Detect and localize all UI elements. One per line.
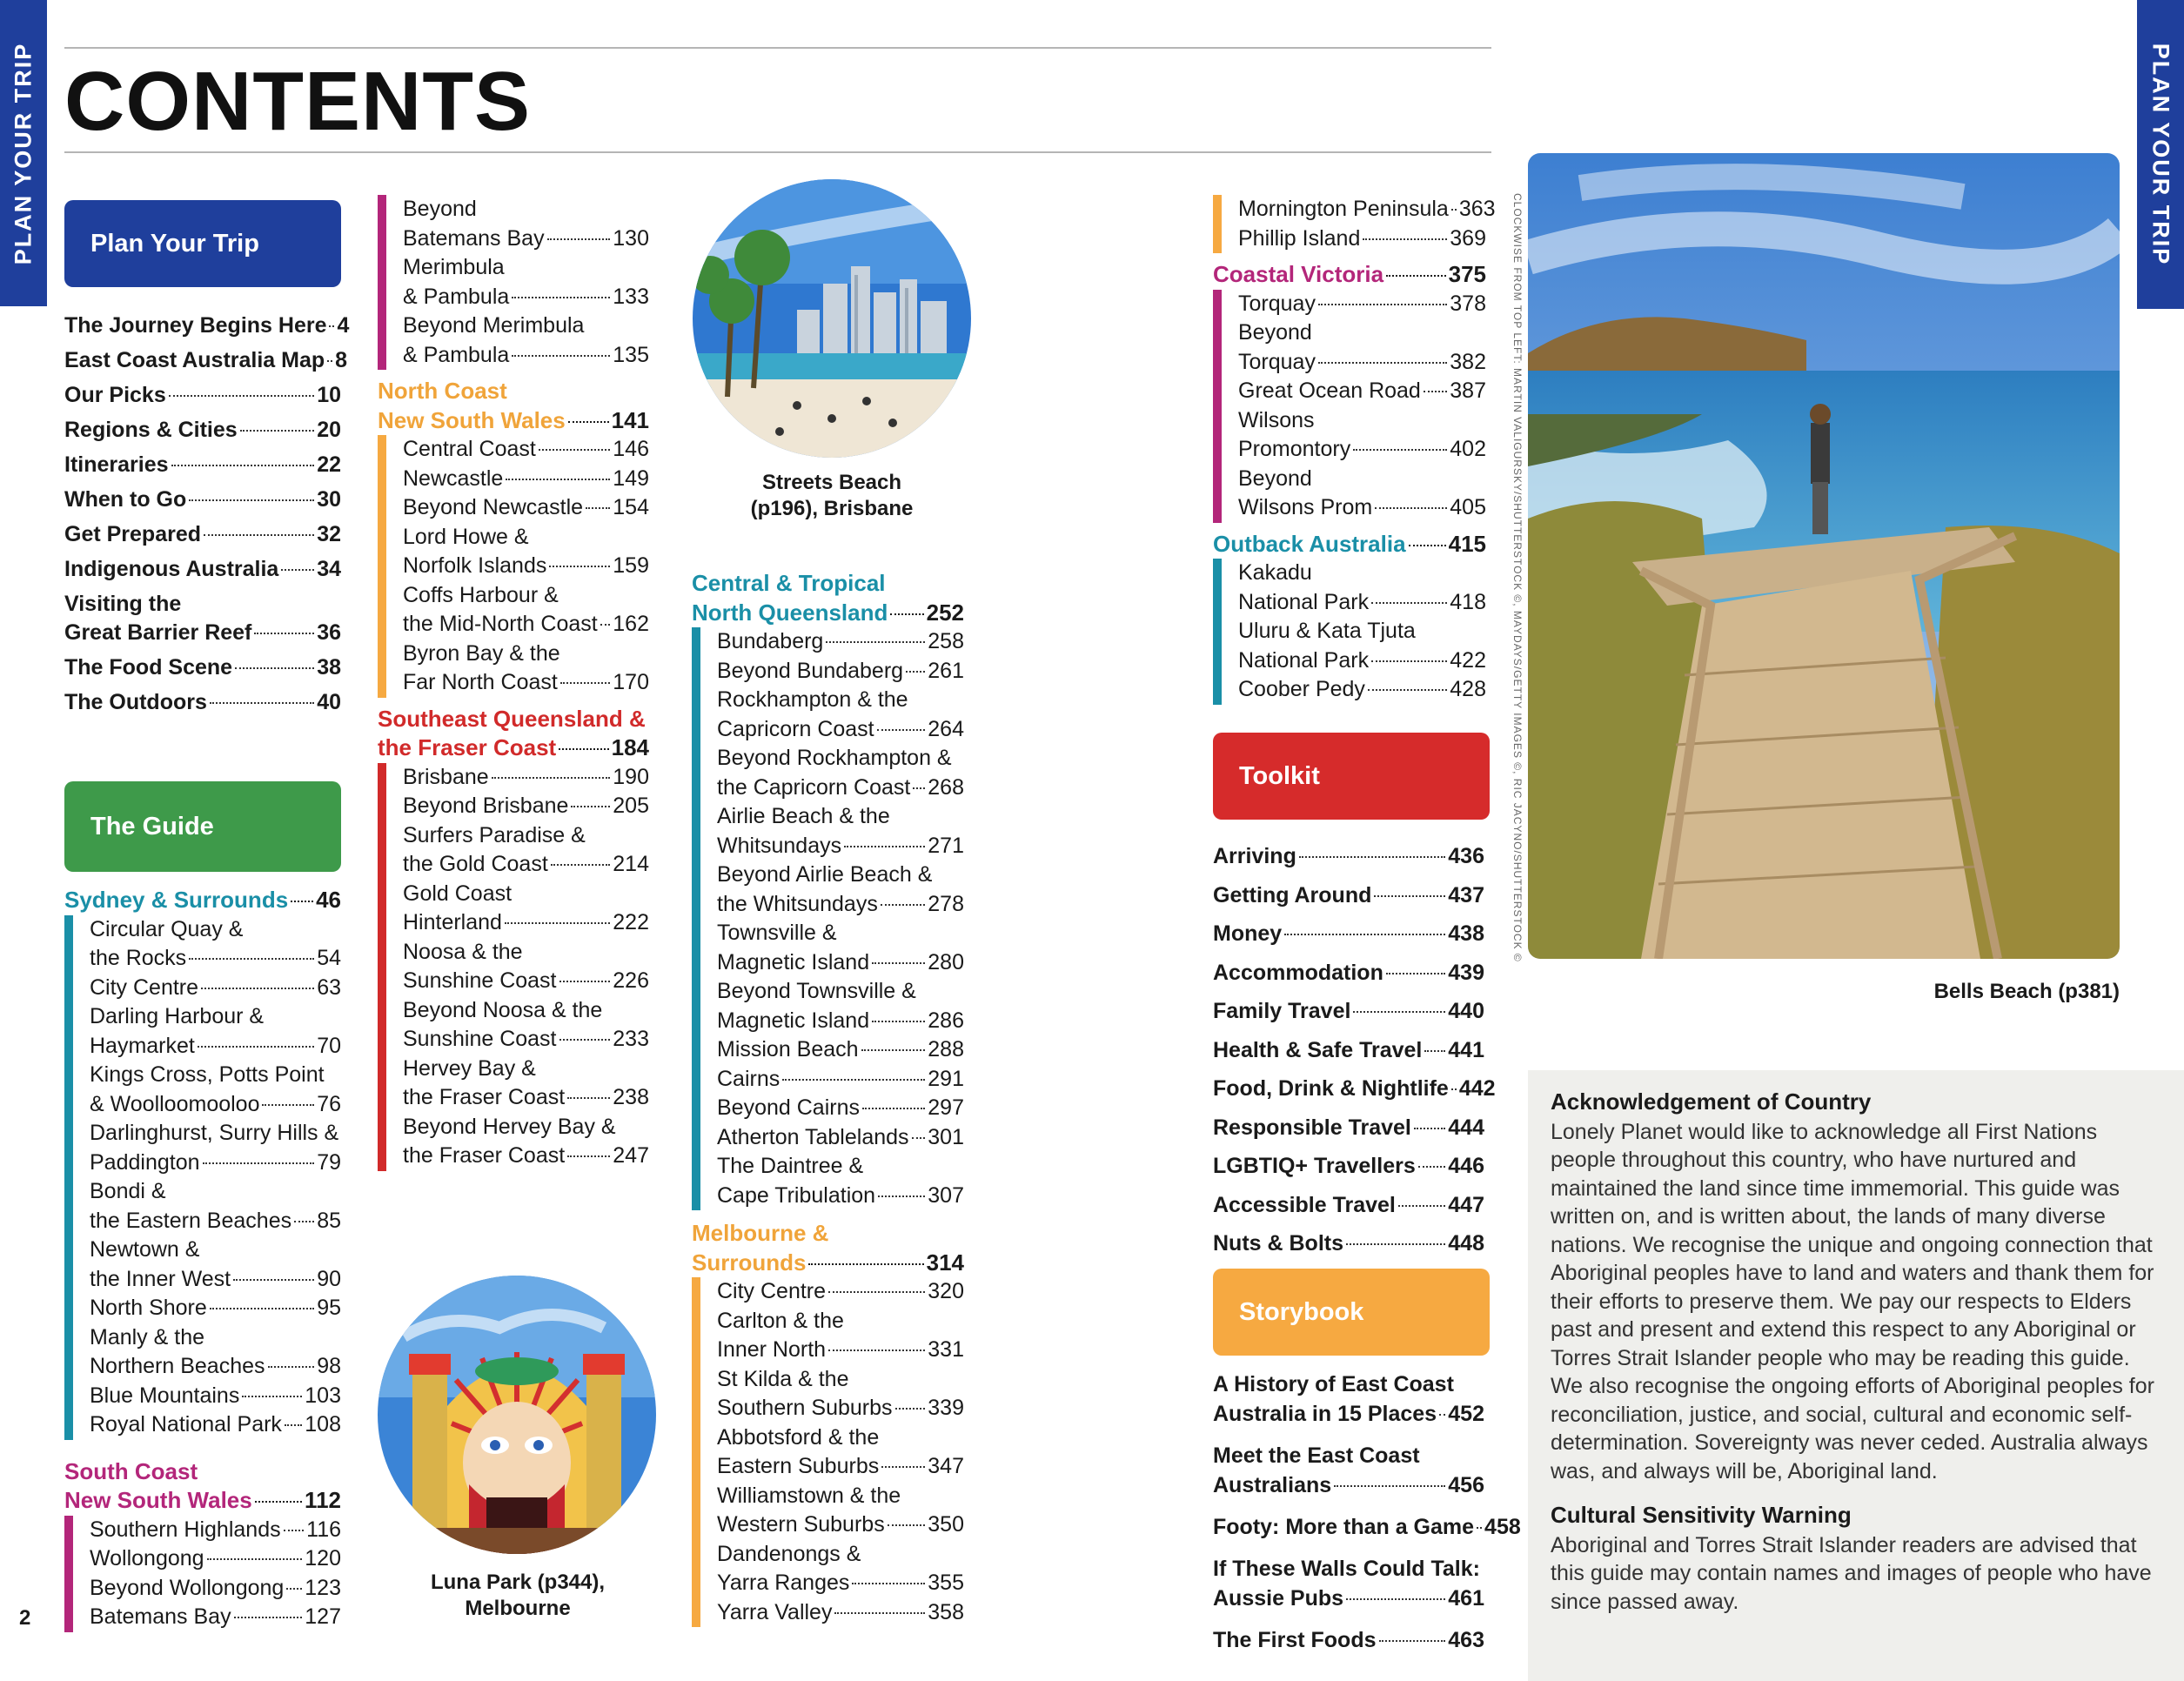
toc-entry[interactable]: Coober Pedy 428 (1238, 677, 1486, 701)
luna-park-photo (378, 1276, 656, 1554)
toolkit-label: Toolkit (1239, 761, 1320, 790)
toc-entry-line1: Coffs Harbour & (403, 582, 559, 607)
toc-entry[interactable]: Yarra Ranges 355 (717, 1570, 964, 1595)
caption-line: (p196), Brisbane (750, 497, 914, 520)
toc-entry[interactable]: Family Travel 440 (1213, 999, 1484, 1023)
toc-entry[interactable]: Newcastle 149 (403, 465, 649, 491)
toc-entry[interactable]: Mornington Peninsula 363 (1238, 197, 1496, 221)
photo-credit (1508, 193, 1525, 962)
section-heading-line1: South Coast (64, 1457, 198, 1484)
toc-entry[interactable]: the Mid-North Coast 162 (403, 612, 649, 636)
section-heading[interactable]: Surrounds 314 (692, 1249, 964, 1276)
toc-entry[interactable]: Getting Around 437 (1213, 882, 1484, 907)
toc-entry[interactable]: Magnetic Island 280 (717, 949, 964, 974)
toc-entry[interactable]: Wollongong 120 (90, 1546, 341, 1570)
toc-entry[interactable]: The Food Scene 38 (64, 655, 341, 680)
luna-park-caption (374, 1570, 661, 1622)
toc-entry[interactable]: Southern Suburbs 339 (717, 1396, 964, 1420)
toc-entry[interactable]: Accessible Travel 447 (1213, 1192, 1484, 1217)
toc-entry[interactable]: Regions & Cities 20 (64, 418, 341, 442)
toc-entry[interactable]: the Fraser Coast 238 (403, 1085, 649, 1109)
section-heading-line1: Central & Tropical (692, 570, 886, 596)
bells-beach-photo (1528, 153, 2120, 959)
section-heading-line1: Melbourne & (692, 1220, 829, 1246)
toc-entry[interactable]: Wilsons Prom 405 (1238, 495, 1486, 519)
toc-entry[interactable]: Great Barrier Reef 36 (64, 620, 341, 645)
coastal-victoria-entries (1213, 290, 1486, 523)
toc-entry-line1: Beyond Hervey Bay & (403, 1114, 616, 1139)
top-rule (64, 47, 1491, 49)
toc-entry-line1: Visiting the (64, 592, 182, 616)
column-2 (378, 195, 649, 1171)
toc-entry[interactable]: Great Ocean Road 387 (1238, 378, 1486, 403)
toc-entry[interactable]: Eastern Suburbs 347 (717, 1454, 964, 1478)
toc-entry[interactable]: Brisbane 190 (403, 764, 649, 789)
toc-entry[interactable]: Batemans Bay 130 (403, 225, 649, 251)
toc-entry[interactable]: Torquay 382 (1238, 349, 1486, 374)
acknowledgement-title: Acknowledgement of Country (1551, 1088, 1872, 1115)
toc-entry[interactable]: Far North Coast 170 (403, 670, 649, 694)
toc-entry-line1: Surfers Paradise & (403, 822, 586, 847)
side-tab-left (0, 0, 47, 306)
toc-entry-line1: Beyond Townsville & (717, 979, 916, 1003)
toc-entry[interactable]: Paddington 79 (90, 1149, 341, 1175)
toolkit-list (1213, 842, 1496, 1269)
toc-entry-line1: Bondi & (90, 1179, 166, 1203)
acknowledgement-text: Lonely Planet would like to acknowledge all First Nations people throughout this country, who have nurtured and maintained the land since time immemorial. This guide was written on, and is written about, the lands of many diverse nations. We recognise the unique and ongoing connection that Aboriginal peoples have to land and waters and thank them for their efforts to preserve them. We pay our respects to Elders past and present and extend this respect to any Aboriginal or Torres Strait Islander people who may be reading this guide. We also recognise the ongoing efforts of Aboriginal peoples for reconciliation, justice, and social, cultural and economic self-determination. Sovereignty was never ceded. Australia always was, and always will be, Aboriginal land. (1551, 1119, 2154, 1483)
storybook-label: Storybook (1239, 1297, 1364, 1326)
nth-queensland-entries (692, 627, 964, 1210)
toc-entry-line1: Kakadu (1238, 560, 1312, 585)
bells-beach-caption: Bells Beach (p381) (1933, 980, 2120, 1003)
toc-entry[interactable]: the Gold Coast 214 (403, 852, 649, 876)
toc-entry-line1: Circular Quay & (90, 916, 244, 941)
toc-entry[interactable]: Torquay 378 (1238, 291, 1486, 316)
toc-entry[interactable]: Health & Safe Travel 441 (1213, 1037, 1484, 1062)
toc-entry[interactable]: the Whitsundays 278 (717, 891, 964, 916)
toc-entry-line1: Williamstown & the (717, 1483, 901, 1508)
caption-line: Streets Beach (761, 471, 902, 494)
toc-entry-line1: Lord Howe & (403, 524, 529, 549)
toc-entry[interactable]: Itineraries 22 (64, 452, 341, 477)
toc-entry[interactable]: Hinterland 222 (403, 910, 649, 934)
toc-entry[interactable]: Southern Highlands 116 (90, 1517, 341, 1542)
side-tab-right-label: PLAN YOUR TRIP (2147, 43, 2174, 266)
toc-entry[interactable]: Western Suburbs 350 (717, 1512, 964, 1537)
toc-entry[interactable]: Sunshine Coast 226 (403, 968, 649, 993)
toc-entry[interactable]: Money 438 (1213, 921, 1484, 946)
toc-entry[interactable]: Get Prepared 32 (64, 522, 341, 546)
toc-entry-line1: Hervey Bay & (403, 1055, 536, 1081)
photo-credit-text: CLOCKWISE FROM TOP LEFT: MARTIN VALIGURSKY/SHUTTERSTOCK ©, MAYDAYS/GETTY IMAGES ©, RIC JACYNO/SHUTTERSTOCK © (1511, 193, 1524, 962)
toc-entry-line1: A History of East Coast (1213, 1372, 1454, 1396)
toc-entry[interactable]: the Rocks 54 (90, 946, 341, 970)
section-heading[interactable]: Sydney & Surrounds 46 (64, 887, 341, 913)
toc-entry-line1: The Daintree & (717, 1154, 864, 1178)
toc-entry[interactable]: A History of East Coast Australia in 15 Places 452 (1213, 1370, 1484, 1429)
section-heading[interactable]: New South Wales 141 (378, 406, 649, 433)
toc-entry[interactable]: Responsible Travel 444 (1213, 1115, 1484, 1140)
toc-entry[interactable]: Footy: More than a Game 458 (1213, 1515, 1521, 1539)
toc-entry-line1: Rockhampton & the (717, 687, 908, 712)
toc-entry-line1: Byron Bay & the (403, 640, 560, 666)
toc-entry[interactable]: Atherton Tablelands 301 (717, 1124, 964, 1149)
toc-entry-line1: Carlton & the (717, 1308, 844, 1333)
toc-entry[interactable]: Phillip Island 369 (1238, 225, 1486, 251)
melbourne-cont-entries (1213, 195, 1496, 253)
toc-entry[interactable]: Norfolk Islands 159 (403, 553, 649, 578)
toc-entry[interactable]: Cairns 291 (717, 1066, 964, 1091)
toc-entry[interactable]: National Park 418 (1238, 589, 1486, 614)
toc-entry-line1: Townsville & (717, 921, 837, 945)
toc-entry[interactable]: Haymarket 70 (90, 1033, 341, 1058)
toc-entry[interactable]: Nuts & Bolts 448 (1213, 1231, 1484, 1256)
toc-entry[interactable]: the Inner West 90 (90, 1266, 341, 1291)
toc-entry[interactable]: Our Picks 10 (64, 383, 341, 407)
caption-line: Melbourne (465, 1597, 571, 1620)
toc-entry-line1: Abbotsford & the (717, 1424, 880, 1450)
side-tab-right (2137, 0, 2184, 309)
toc-entry[interactable]: Beyond Bundaberg 261 (717, 658, 964, 683)
side-tab-left-label: PLAN YOUR TRIP (10, 42, 37, 265)
toc-entry[interactable]: Food, Drink & Nightlife 442 (1213, 1076, 1496, 1101)
toc-entry[interactable]: Bundaberg 258 (717, 629, 964, 653)
toc-entry[interactable]: Promontory 402 (1238, 437, 1486, 461)
toc-entry-line1: Beyond (1238, 465, 1312, 491)
toc-entry-line1: Kings Cross, Potts Point (90, 1062, 325, 1087)
toc-entry-line1: Beyond Merimbula (403, 313, 585, 338)
melbourne-entries (692, 1277, 964, 1627)
plan-your-trip-label: Plan Your Trip (90, 229, 259, 258)
toc-entry[interactable]: LGBTIQ+ Travellers 446 (1213, 1154, 1484, 1178)
page-number: 2 (19, 1606, 31, 1630)
toc-entry[interactable]: Cape Tribulation 307 (717, 1182, 964, 1208)
toc-entry[interactable]: The Outdoors 40 (64, 690, 341, 714)
toc-entry-line1: Gold Coast (403, 881, 513, 906)
toc-entry[interactable]: & Pambula 135 (403, 342, 649, 367)
section-heading-line1: Southeast Queensland & (378, 705, 646, 732)
toc-entry-line1: Beyond Rockhampton & (717, 746, 952, 770)
toc-entry[interactable]: Beyond Cairns 297 (717, 1095, 964, 1120)
section-heading[interactable]: North Queensland 252 (692, 599, 964, 626)
toc-entry[interactable]: Arriving 436 (1213, 844, 1484, 868)
section-heading[interactable]: Outback Australia 415 (1213, 530, 1486, 557)
toc-entry-line1: Airlie Beach & the (717, 804, 890, 828)
outback-entries (1213, 559, 1486, 705)
toc-entry[interactable]: East Coast Australia Map 8 (64, 348, 348, 372)
toc-entry-line1: Beyond (403, 197, 477, 221)
toc-entry[interactable]: The Journey Begins Here 4 (64, 313, 350, 338)
toc-entry[interactable]: When to Go 30 (64, 487, 341, 512)
toc-entry[interactable]: Whitsundays 271 (717, 833, 964, 858)
toc-entry[interactable]: City Centre 63 (90, 974, 341, 1000)
the-guide-box[interactable] (64, 781, 341, 872)
toc-entry[interactable]: The First Foods 463 (1213, 1628, 1484, 1652)
north-coast-entries (378, 435, 649, 698)
storybook-list (1213, 1370, 1521, 1667)
toc-entry-line1: Beyond Airlie Beach & (717, 862, 933, 887)
toc-entry-line1: Dandenongs & (717, 1541, 861, 1566)
toc-entry[interactable]: Accommodation 439 (1213, 960, 1484, 985)
se-queensland-entries (378, 763, 649, 1171)
toc-entry[interactable]: & Woolloomooloo 76 (90, 1091, 341, 1116)
toc-entry-line1: Beyond (1238, 320, 1312, 345)
warning-title: Cultural Sensitivity Warning (1551, 1502, 1852, 1528)
toolkit-box[interactable] (1213, 733, 1490, 820)
toc-entry[interactable]: Mission Beach 288 (717, 1037, 964, 1062)
the-guide-label: The Guide (90, 812, 214, 840)
column-3 (692, 569, 964, 1627)
toc-entry[interactable]: Inner North 331 (717, 1337, 964, 1362)
toc-entry[interactable]: Blue Mountains 103 (90, 1383, 341, 1408)
section-heading[interactable]: New South Wales 112 (64, 1487, 341, 1513)
toc-entry[interactable]: Central Coast 146 (403, 437, 649, 461)
toc-entry-line1: Meet the East Coast (1213, 1443, 1420, 1468)
toc-entry-line1: Merimbula (403, 255, 505, 279)
toc-entry[interactable]: the Capricorn Coast 268 (717, 774, 964, 800)
toc-entry-line1: St Kilda & the (717, 1366, 849, 1391)
toc-entry-line1: Manly & the (90, 1324, 205, 1349)
toc-entry[interactable]: Beyond Newcastle 154 (403, 495, 649, 519)
toc-entry-line1: Darlinghurst, Surry Hills & (90, 1121, 339, 1145)
section-heading[interactable]: Coastal Victoria 375 (1213, 261, 1486, 287)
toc-entry[interactable]: Capricorn Coast 264 (717, 716, 964, 741)
toc-entry-line1: Beyond Noosa & the (403, 997, 603, 1022)
sydney-entries (64, 915, 341, 1440)
plan-your-trip-box[interactable] (64, 200, 341, 287)
toc-entry[interactable]: Royal National Park 108 (90, 1412, 341, 1437)
toc-entry-line1: Darling Harbour & (90, 1004, 265, 1028)
toc-entry[interactable]: the Fraser Coast 247 (403, 1143, 649, 1168)
toc-entry[interactable]: Magnetic Island 286 (717, 1008, 964, 1033)
page-title: CONTENTS (64, 55, 531, 148)
toc-entry[interactable]: Sunshine Coast 233 (403, 1027, 649, 1051)
sydney-section (64, 886, 341, 1632)
toc-entry[interactable]: If These Walls Could Talk: Aussie Pubs 461 (1213, 1554, 1484, 1613)
toc-entry-line1: Noosa & the (403, 939, 523, 964)
toc-entry[interactable]: Batemans Bay 127 (90, 1604, 341, 1629)
section-heading[interactable]: the Fraser Coast 184 (378, 734, 649, 760)
toc-entry[interactable]: Beyond Wollongong 123 (90, 1575, 341, 1600)
title-rule (64, 151, 1491, 153)
toc-entry-line1: If These Walls Could Talk: (1213, 1557, 1480, 1581)
toc-entry[interactable]: & Pambula 133 (403, 284, 649, 309)
toc-entry[interactable]: North Shore 95 (90, 1296, 341, 1320)
toc-entry-line1: Newtown & (90, 1237, 200, 1262)
caption-line: Luna Park (p344), (430, 1570, 606, 1594)
toc-entry[interactable]: Yarra Valley 358 (717, 1599, 964, 1624)
plan-your-trip-list (64, 311, 350, 723)
toc-entry[interactable]: Beyond Brisbane 205 (403, 794, 649, 818)
toc-entry-line1: Wilsons (1238, 407, 1315, 432)
toc-entry[interactable]: the Eastern Beaches 85 (90, 1208, 341, 1233)
streets-beach-photo (693, 179, 971, 458)
south-coast-cont-entries (378, 195, 649, 370)
toc-entry[interactable]: Meet the East Coast Australians 456 (1213, 1441, 1484, 1500)
toc-entry[interactable]: City Centre 320 (717, 1279, 964, 1303)
streets-beach-caption (687, 470, 976, 522)
column-4 (1213, 195, 1496, 705)
south-coast-entries (64, 1516, 341, 1632)
storybook-box[interactable] (1213, 1269, 1490, 1356)
acknowledgement-panel (1528, 1070, 2184, 1681)
toc-entry[interactable]: Indigenous Australia 34 (64, 557, 341, 581)
toc-entry[interactable]: Northern Beaches 98 (90, 1354, 341, 1378)
warning-text: Aboriginal and Torres Strait Islander readers are advised that this guide may contain names and images of people who have since passed away. (1551, 1532, 2152, 1614)
toc-entry-line1: Uluru & Kata Tjuta (1238, 619, 1416, 643)
section-heading-line1: North Coast (378, 378, 507, 404)
toc-entry[interactable]: National Park 422 (1238, 647, 1486, 673)
